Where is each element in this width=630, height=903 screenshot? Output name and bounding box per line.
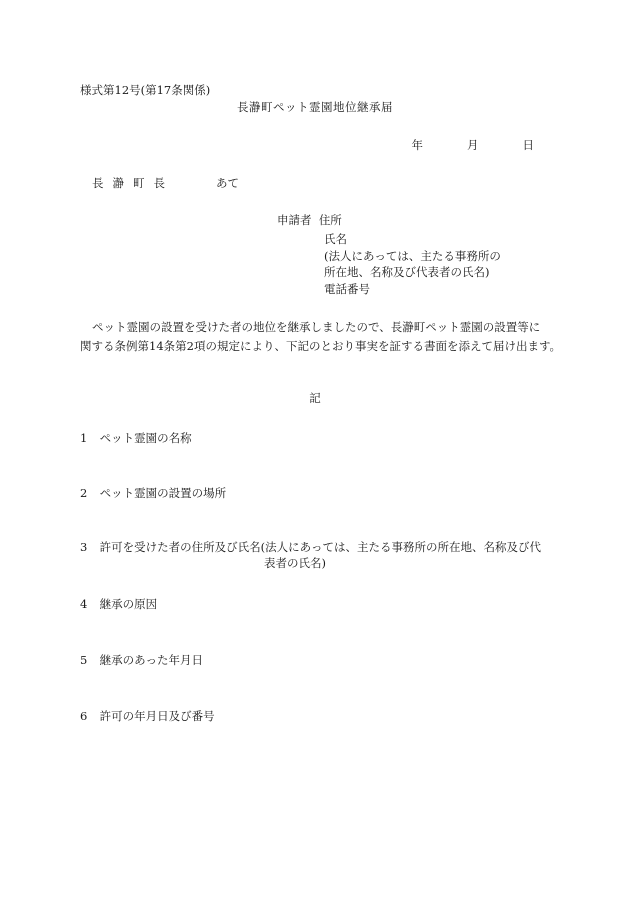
date-day-label: 日 xyxy=(522,138,534,152)
item-text: ペット霊園の設置の場所 xyxy=(99,486,227,500)
applicant-details xyxy=(324,231,501,297)
body-line-2: 関する条例第14条第2項の規定により、下記のとおり事実を証する書面を添えて届け出ます。 xyxy=(80,339,562,353)
document-title: 長瀞町ペット霊園地位継承届 xyxy=(237,100,393,114)
addressee-suffix: あて xyxy=(216,176,239,190)
list-item xyxy=(80,709,215,724)
body-paragraph xyxy=(80,318,560,356)
item-text: ペット霊園の名称 xyxy=(99,431,192,445)
list-item xyxy=(80,653,203,668)
item-number: 5 xyxy=(80,653,88,667)
applicant-name-label: 氏名 xyxy=(324,232,347,246)
item-text-continuation: 表者の氏名) xyxy=(264,556,326,570)
applicant-block xyxy=(277,213,342,228)
applicant-note-line1: (法人にあっては、主たる事務所の xyxy=(324,248,501,263)
addressee-mayor: 長瀞町長 xyxy=(92,176,174,190)
list-item xyxy=(80,540,541,555)
item-number: 4 xyxy=(80,597,88,611)
item-number: 6 xyxy=(80,709,88,723)
item-number: 2 xyxy=(80,486,88,500)
body-line-1: ペット霊園の設置を受けた者の地位を継承しましたので、長瀞町ペット霊園の設置等に xyxy=(92,320,541,334)
addressee xyxy=(92,176,239,191)
applicant-label: 申請者 xyxy=(277,213,312,227)
form-number: 様式第12号(第17条関係) xyxy=(80,83,211,97)
item-number: 3 xyxy=(80,540,88,554)
item-text: 許可の年月日及び番号 xyxy=(99,709,215,723)
applicant-note-line2: 所在地、名称及び代表者の氏名) xyxy=(324,265,490,279)
item-text: 継承の原因 xyxy=(99,597,158,611)
list-item xyxy=(80,431,192,446)
item-text: 許可を受けた者の住所及び氏名(法人にあっては、主たる事務所の所在地、名称及び代 xyxy=(99,540,542,554)
list-item xyxy=(80,486,226,501)
list-item xyxy=(80,597,157,612)
date-line xyxy=(412,138,535,153)
applicant-address-label: 住所 xyxy=(318,213,342,227)
applicant-phone-label: 電話番号 xyxy=(324,281,370,296)
date-year-label: 年 xyxy=(411,138,423,152)
item-number: 1 xyxy=(80,431,88,445)
ki-heading: 記 xyxy=(309,391,321,405)
item-text: 継承のあった年月日 xyxy=(99,653,204,667)
date-month-label: 月 xyxy=(467,138,479,152)
